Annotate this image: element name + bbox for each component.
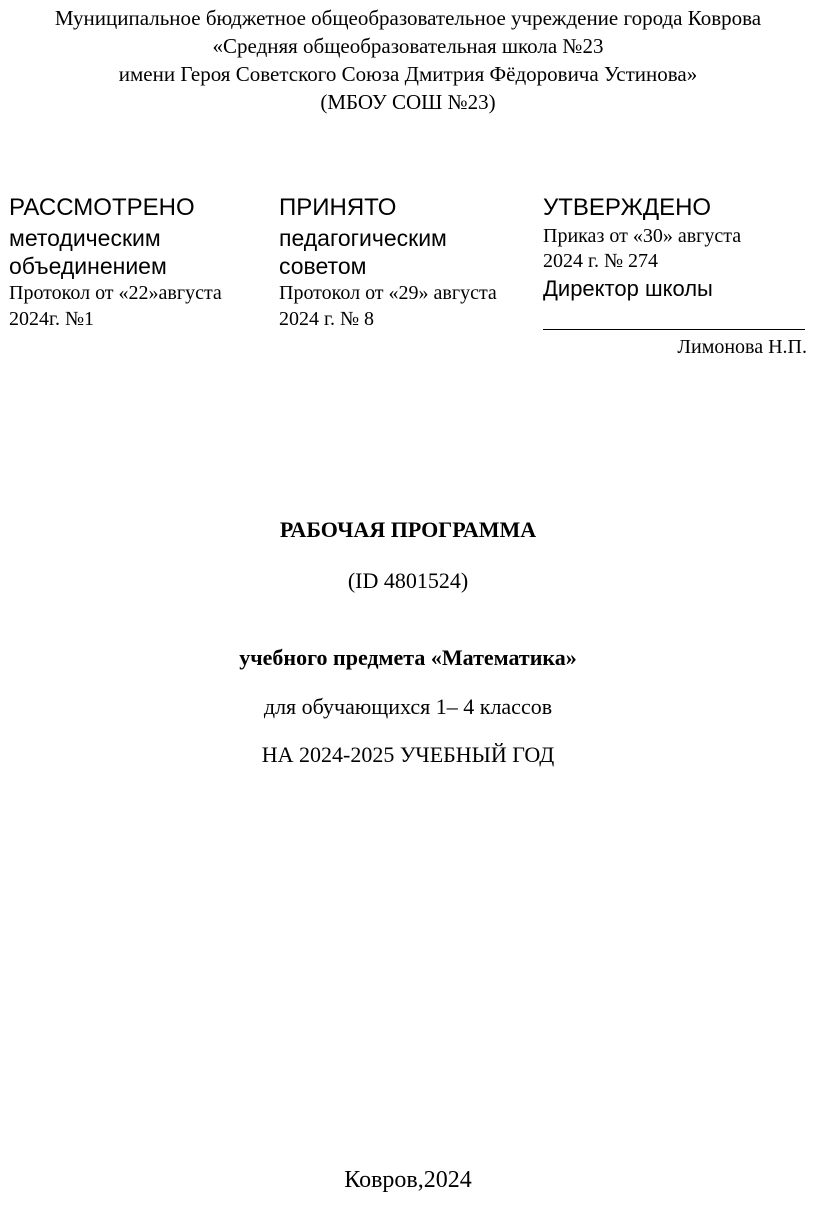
header-line-4: (МБОУ СОШ №23) — [320, 90, 496, 114]
footer-city-year: Ковров,2024 — [344, 1167, 472, 1193]
program-subject: учебного предмета «Математика» — [239, 645, 577, 670]
signer-name: Лимонова Н.П. — [677, 336, 807, 358]
approval-body-line: советом — [279, 253, 367, 279]
approval-body-line: методическим — [9, 225, 161, 251]
approval-title: ПРИНЯТО — [279, 194, 397, 221]
header-line-1: Муниципальное бюджетное общеобразовательное учреждение города Коврова — [54, 6, 762, 30]
program-students: для обучающихся 1– 4 классов — [263, 694, 553, 719]
signature-line — [543, 303, 805, 330]
program-title: РАБОЧАЯ ПРОГРАММА — [279, 517, 537, 542]
approval-block-approved — [543, 194, 808, 360]
approval-title: РАССМОТРЕНО — [9, 194, 195, 221]
approval-block-reviewed — [9, 194, 259, 332]
approval-protocol: Протокол от «22»августа — [9, 282, 222, 304]
approval-order: Приказ от «30» августа — [543, 225, 742, 247]
header-line-2: «Средняя общеобразовательная школа №23 — [212, 34, 604, 58]
header-line-3: имени Героя Советского Союза Дмитрия Фёдоровича Устинова» — [118, 62, 698, 86]
approval-protocol-number: 2024г. №1 — [9, 308, 95, 330]
program-id: (ID 4801524) — [347, 568, 469, 593]
approval-block-accepted — [279, 194, 529, 332]
school-header — [0, 4, 816, 116]
approval-protocol: Протокол от «29» августа — [279, 282, 497, 304]
approval-title: УТВЕРЖДЕНО — [543, 194, 712, 221]
approval-body-line: объединением — [9, 253, 167, 279]
program-academic-year: НА 2024-2025 УЧЕБНЫЙ ГОД — [261, 742, 555, 767]
director-label: Директор школы — [543, 276, 713, 301]
approval-body-line: педагогическим — [279, 225, 447, 251]
approval-order-number: 2024 г. № 274 — [543, 250, 659, 272]
approval-protocol-number: 2024 г. № 8 — [279, 308, 375, 330]
